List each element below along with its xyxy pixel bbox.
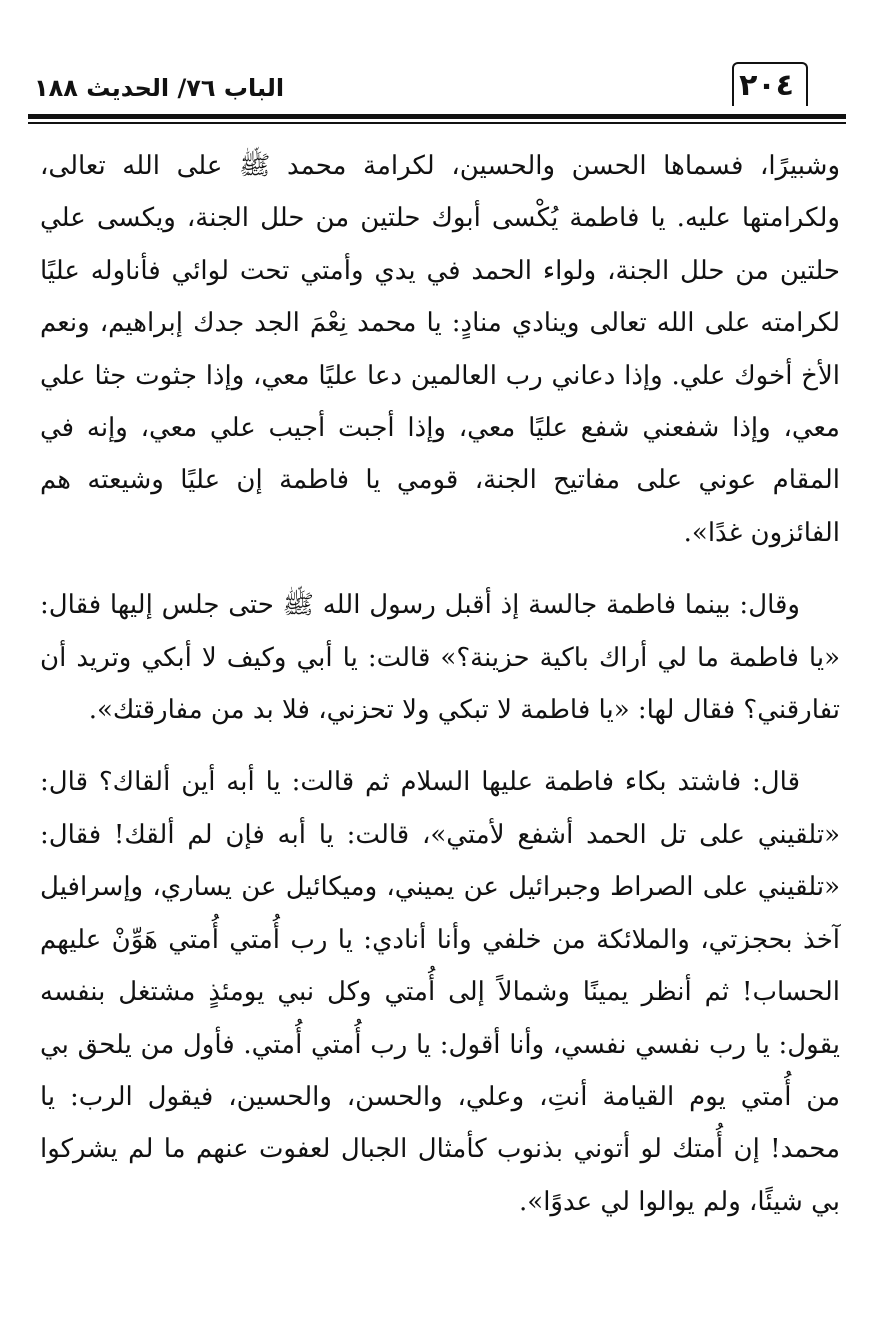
body-text bbox=[40, 140, 840, 1228]
page-header bbox=[28, 62, 846, 122]
paragraph-text: وقال: بينما فاطمة جالسة إذ أقبل رسول الله ﷺ حتى جلس إليها فقال: «يا فاطمة ما لي أراك باكية حزينة؟» قالت: يا أبي وكيف لا أبكي وتريد أن تفارقني؟ فقال لها: «يا فاطمة لا تبكي ولا تحزني، فلا بد من مفارقتك». bbox=[40, 590, 840, 726]
paragraph bbox=[40, 140, 840, 559]
paragraph-text: وشبيرًا، فسماها الحسن والحسين، لكرامة محمد ﷺ على الله تعالى، ولكرامتها عليه. يا فاطمة يُكْسى أبوك حلتين من حلل الجنة، ويكسى علي حلتين من حلل الجنة، ولواء الحمد في يدي وأمتي تحت لوائي فأناوله عليًا لكرامته على الله تعالى وينادي منادٍ: يا محمد نِعْمَ الجد جدك إبراهيم، ونعم الأخ أخوك علي. وإذا دعاني رب العالمين دعا عليًا معي، وإذا جثوت جثا علي معي، وإذا شفعني شفع عليًا معي، وإذا أجبت أجيب علي معي، وإنه في المقام عوني على مفاتيح الجنة، قومي يا فاطمة إن عليًا وشيعته هم الفائزون غدًا». bbox=[40, 151, 840, 548]
paragraph-text: قال: فاشتد بكاء فاطمة عليها السلام ثم قالت: يا أبه أين ألقاك؟ قال: «تلقيني على تل الحمد أشفع لأمتي»، قالت: يا أبه فإن لم ألقك! فقال: «تلقيني على الصراط وجبرائيل عن يميني، وميكائيل عن يساري، وإسرافيل آخذ بحجزتي، والملائكة من خلفي وأنا أنادي: يا رب أُمتي أُمتي هَوِّنْ عليهم الحساب! ثم أنظر يمينًا وشمالاً إلى أُمتي وكل نبي يومئذٍ مشتغل بنفسه يقول: يا رب نفسي نفسي، وأنا أقول: يا رب أُمتي أُمتي. فأول من يلحق بي من أُمتي يوم القيامة أنتِ، وعلي، والحسن، والحسين، فيقول الرب: يا محمد! إن أُمتك لو أتوني بذنوب كأمثال الجبال لعفوت عنهم ما لم يشركوا بي شيئًا، ولم يوالوا لي عدوًا». bbox=[40, 767, 840, 1217]
header-rule-thick bbox=[28, 114, 846, 119]
running-title: الباب ٧٦/ الحديث ١٨٨ bbox=[34, 74, 285, 102]
page-number: ٢٠٤ bbox=[739, 68, 794, 103]
paragraph bbox=[40, 756, 840, 1228]
header-rule-thin bbox=[28, 122, 846, 124]
paragraph bbox=[40, 579, 840, 736]
